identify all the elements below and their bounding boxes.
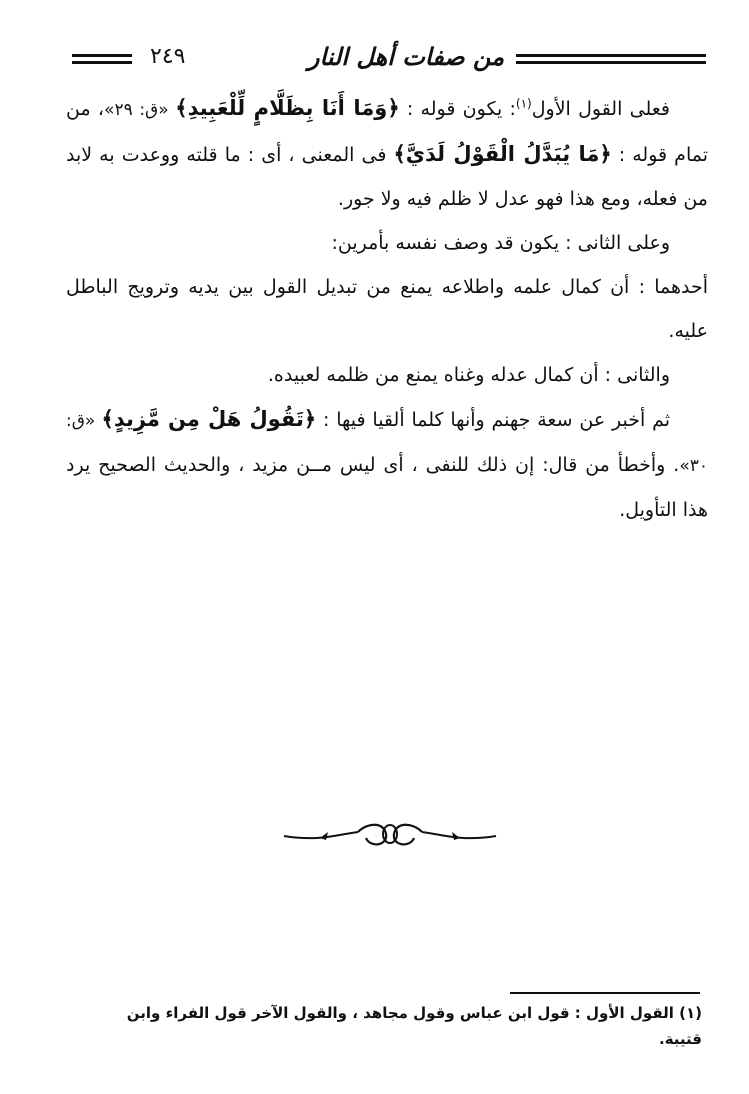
paragraph-text: أحدهما : أن كمال علمه واطلاعه يمنع من تبديل القول بين يديه وترويج الباطل عليه. [66,276,708,342]
page-header [66,40,706,80]
paragraph-text: ، من تمام قوله : [66,98,709,166]
page-number: ٢٤٩ [150,44,186,69]
paragraph-text: وعلى الثانى : يكون قد وصف نفسه بأمرين: [331,232,670,254]
body-text [66,86,708,532]
ornament-divider [280,812,500,856]
verse-reference: «ق: ٢٩» [104,100,176,120]
paragraph [66,397,708,532]
paragraph [66,265,708,353]
running-title: من صفات أهل النار [307,42,505,71]
footnote: (١) القول الأول : قول ابن عباس وقول مجاهد ، والقول الآخر قول الفراء وابن قتيبة. [126,1004,702,1048]
paragraph-text: فى المعنى ، أى : ما قلته ووعدت به لابد من فعله، ومع هذا فهو عدل لا ظلم فيه ولا جور. [66,144,708,210]
quran-verse: ﴿وَمَا أَنَا بِظَلَّامٍ لِّلْعَبِيدِ﴾ [175,96,400,120]
paragraph [66,353,708,397]
verse-reference: «ق: ٣٠» [66,411,708,476]
header-rule-left [72,54,132,68]
paragraph-text: : يكون قوله : [399,98,516,120]
header-rule-right [516,54,706,68]
paragraph-text: . وأخطأ من قال: إن ذلك للنفى ، أى ليس مــن مزيد ، والحديث الصحيح يرد هذا التأويل. [66,454,708,521]
paragraph [66,221,708,265]
footnote-rule [510,992,700,994]
paragraph-text: فعلى القول الأول [531,98,670,120]
footnote-marker: (١) [515,96,532,111]
quran-verse: ﴿مَا يُبَدَّلُ الْقَوْلُ لَدَيَّ﴾ [393,142,612,166]
paragraph-text: ثم أخبر عن سعة جهنم وأنها كلما ألقيا فيها : [316,409,670,431]
paragraph-text: والثانى : أن كمال عدله وغناه يمنع من ظلمه لعبيده. [267,364,670,386]
paragraph [66,86,708,221]
quran-verse: ﴿تَقُولُ هَلْ مِن مَّزِيدٍ﴾ [101,407,317,431]
